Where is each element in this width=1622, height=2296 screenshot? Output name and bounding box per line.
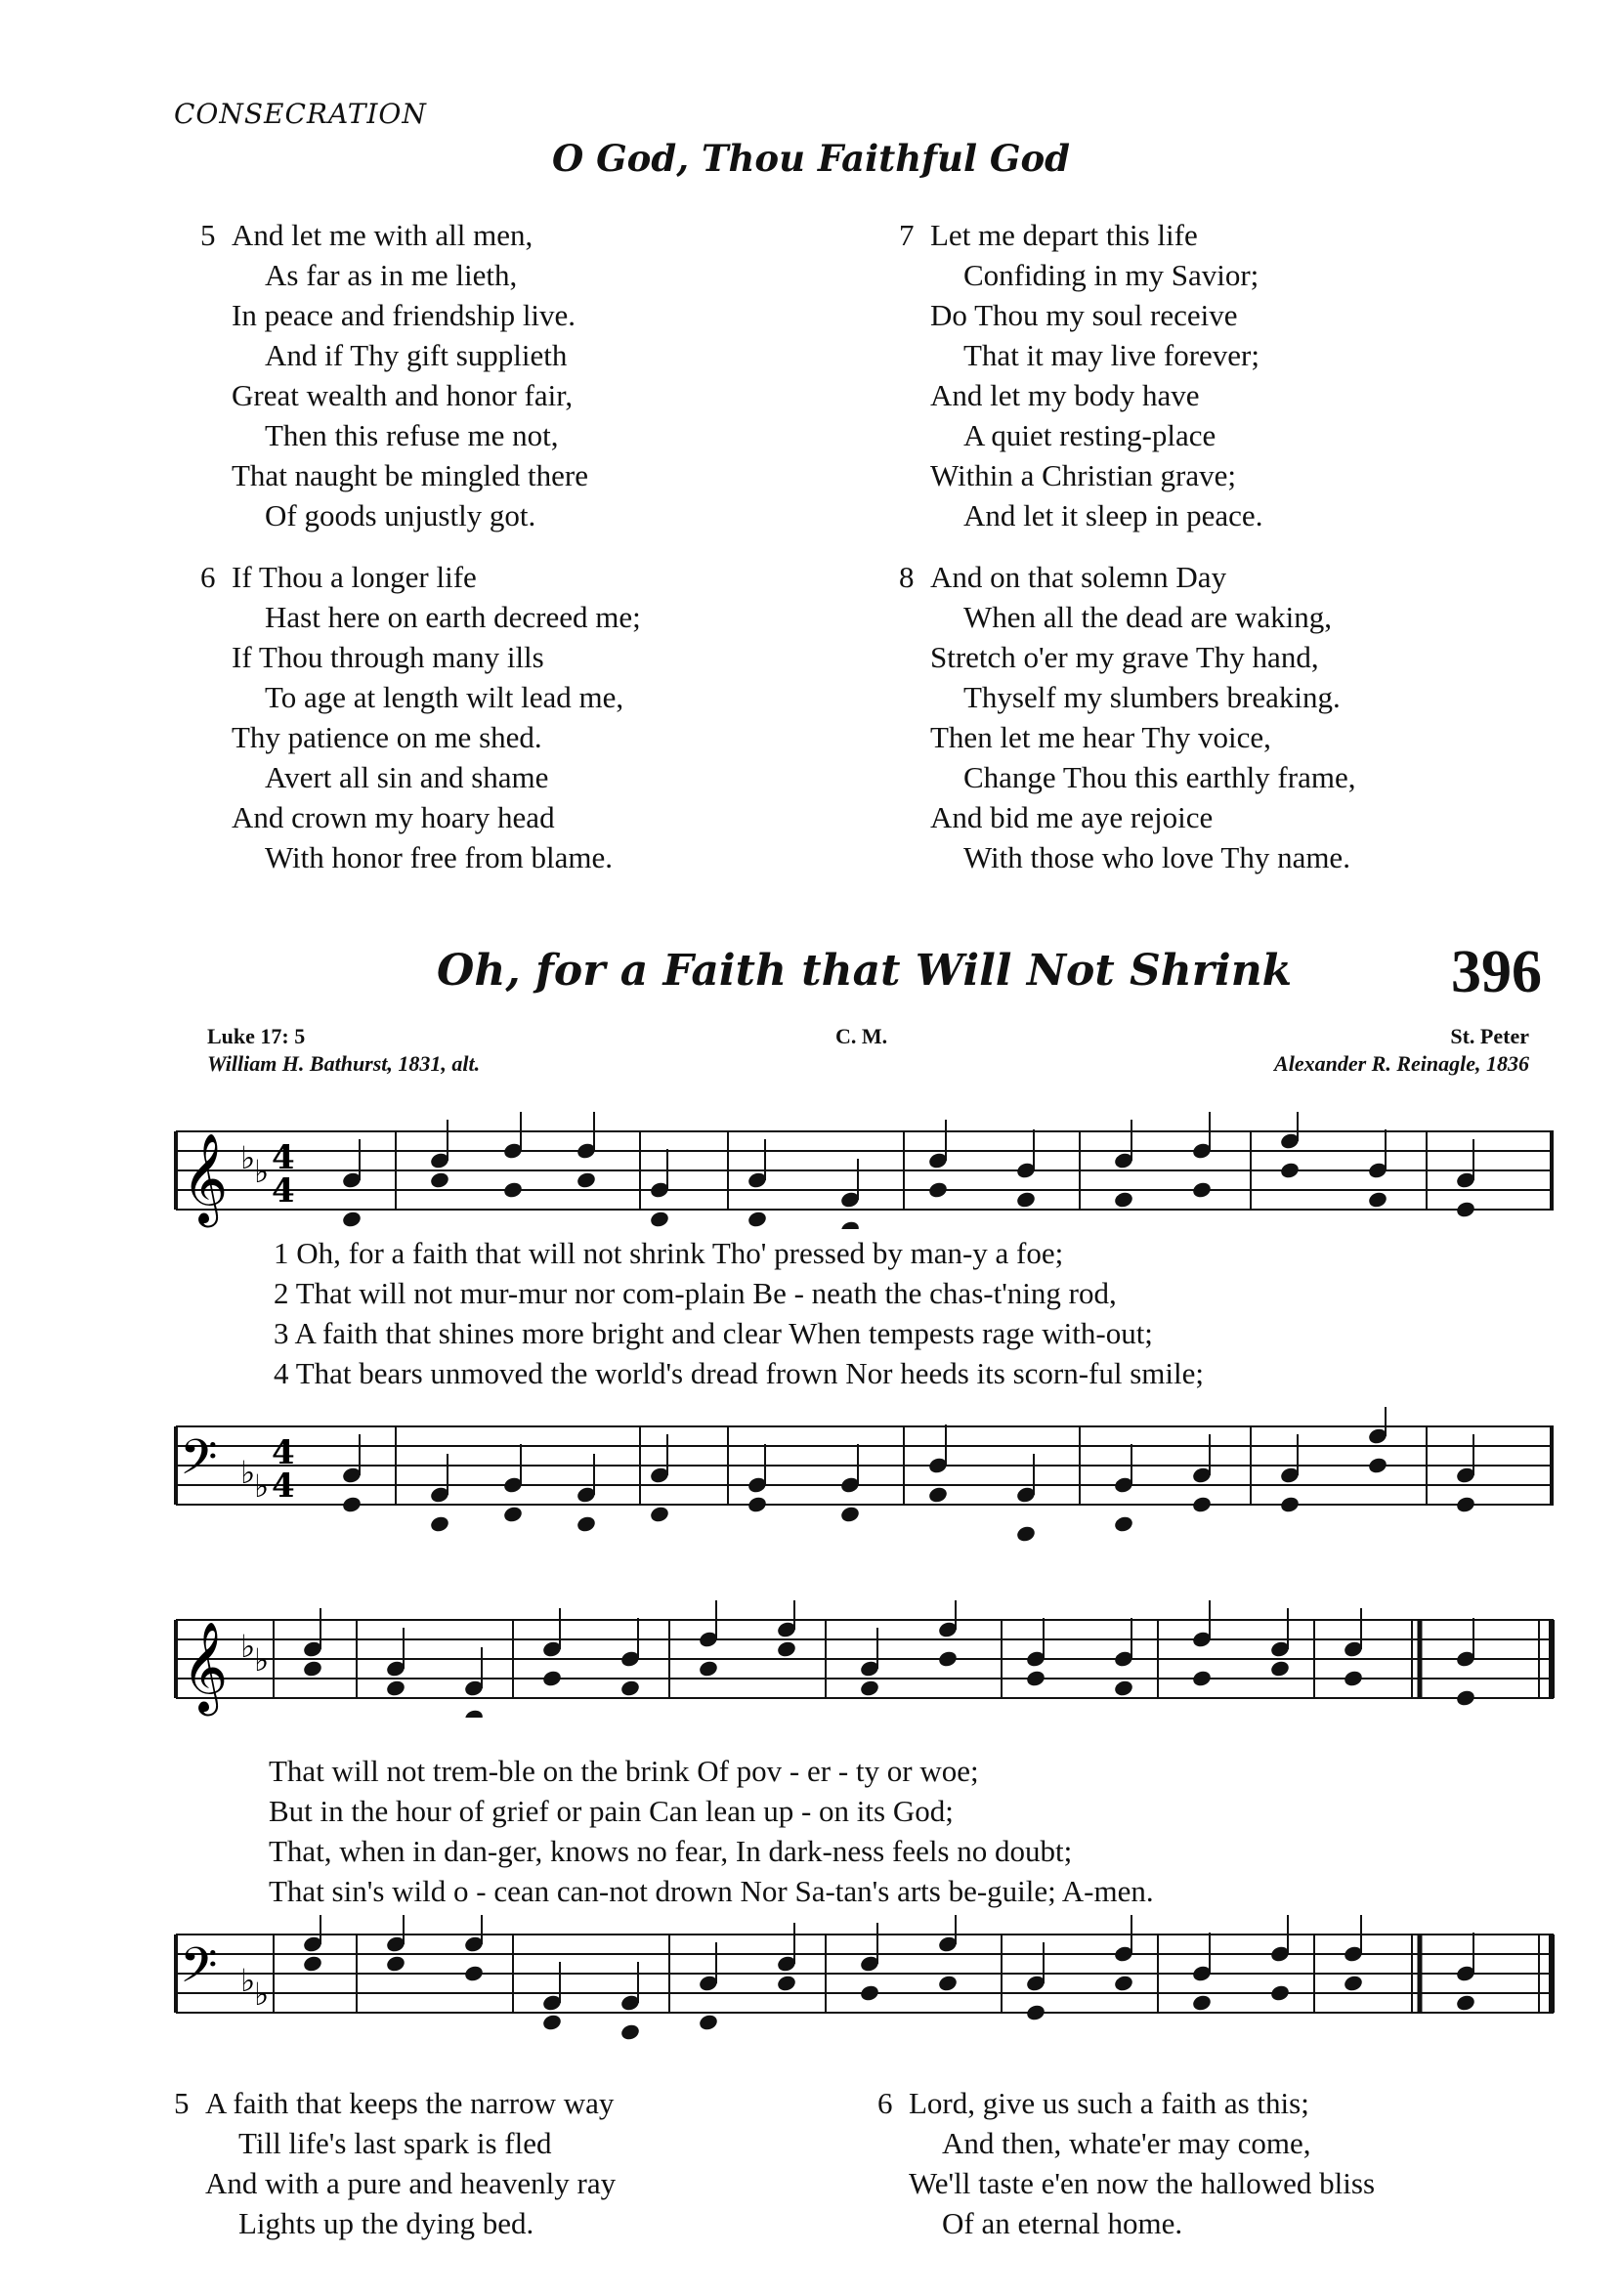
lyric-line: 4 That bears unmoved the world's dread frown Nor heeds its scorn-ful smile;	[274, 1356, 1205, 1390]
svg-text:4: 4	[272, 1138, 295, 1177]
verse-line: If Thou a longer life	[232, 560, 477, 594]
notehead	[1113, 1679, 1134, 1697]
verse-line: And then, whate'er may come,	[942, 2126, 1311, 2160]
notehead	[1113, 1514, 1134, 1533]
notehead	[1269, 1983, 1291, 2002]
stanza-number: 7	[899, 218, 915, 252]
notehead	[649, 1505, 670, 1523]
verse-line: Hast here on earth decreed me;	[265, 600, 641, 634]
bass-staff-1	[166, 1407, 1563, 1553]
stanza-5	[200, 215, 588, 535]
stanza-7	[899, 215, 1262, 535]
notehead	[1455, 1495, 1476, 1513]
notehead	[1343, 1974, 1364, 1992]
lyrics-system-1	[274, 1233, 1204, 1393]
verse-line: That it may live forever;	[963, 338, 1259, 372]
verse-line: A quiet resting-place	[963, 418, 1216, 452]
notehead	[341, 1210, 363, 1228]
stanza-number: 5	[174, 2086, 190, 2120]
notehead	[1191, 1495, 1213, 1513]
verse-line: And let me with all men,	[232, 218, 534, 252]
meter-label: C. M.	[835, 1024, 888, 1048]
verse-line: Lord, give us such a faith as this;	[909, 2086, 1309, 2120]
notehead	[1367, 1190, 1388, 1209]
verse-line: Within a Christian grave;	[930, 458, 1236, 492]
notehead	[619, 2022, 641, 2041]
stanza-5-bottom	[174, 2083, 616, 2243]
lyric-line: 3 A faith that shines more bright and clear When tempests rage with-out;	[274, 1316, 1153, 1350]
verse-line: And if Thy gift supplieth	[265, 338, 568, 372]
notehead	[839, 1219, 861, 1229]
verse-line: And crown my hoary head	[232, 800, 555, 834]
notehead	[502, 1505, 524, 1523]
notehead	[576, 1514, 597, 1533]
svg-text:♭: ♭	[240, 1454, 256, 1491]
lyric-line: That sin's wild o - cean can-not drown Nor Sa-tan's arts be-guile; A-men.	[269, 1874, 1154, 1908]
lyric-line: But in the hour of grief or pain Can lean up - on its God;	[269, 1794, 954, 1828]
verse-line: With those who love Thy name.	[963, 840, 1350, 874]
notehead	[927, 1180, 949, 1199]
notehead	[859, 1679, 880, 1697]
verse-line: If Thou through many ills	[232, 640, 544, 674]
notehead	[1279, 1495, 1301, 1513]
verse-line: Of goods unjustly got.	[265, 498, 536, 532]
verse-line: Lights up the dying bed.	[238, 2206, 534, 2240]
notehead	[1025, 2003, 1046, 2021]
notehead	[747, 1210, 768, 1228]
notehead	[1455, 1200, 1476, 1218]
verse-line: Let me depart this life	[930, 218, 1198, 252]
hymn-title: Oh, for a Faith that Will Not Shrink	[437, 946, 1293, 996]
notehead	[619, 1679, 641, 1697]
notehead	[341, 1495, 363, 1513]
verse-line: Change Thou this earthly frame,	[963, 760, 1356, 794]
notehead	[429, 1170, 450, 1189]
verse-line: Stretch o'er my grave Thy hand,	[930, 640, 1319, 674]
notehead	[1015, 1524, 1037, 1543]
notehead	[1113, 1974, 1134, 1992]
notehead	[937, 1974, 959, 1992]
verse-line: Do Thou my soul receive	[930, 298, 1238, 332]
lyrics-system-2	[269, 1751, 1154, 1911]
notehead	[1191, 1180, 1213, 1199]
svg-text:4: 4	[272, 1433, 295, 1472]
verse-line: In peace and friendship live.	[232, 298, 576, 332]
notehead	[463, 1708, 485, 1718]
hymn-number: 396	[1451, 939, 1542, 1005]
treble-staff-1	[166, 1112, 1563, 1229]
treble-staff-2	[166, 1600, 1563, 1718]
lyric-line: 1 Oh, for a faith that will not shrink Tho' pressed by man-y a foe;	[274, 1236, 1064, 1270]
verse-line: Great wealth and honor fair,	[232, 378, 574, 412]
notehead	[1191, 1993, 1213, 2012]
bass-staff-2	[166, 1915, 1563, 2062]
notehead	[859, 1983, 880, 2002]
stanza-number: 6	[200, 560, 216, 594]
svg-text:♭: ♭	[240, 1962, 256, 1999]
svg-text:4: 4	[272, 1171, 295, 1211]
notehead	[927, 1485, 949, 1504]
notehead	[1191, 1669, 1213, 1687]
notehead	[1455, 1993, 1476, 2012]
verse-line: Of an eternal home.	[942, 2206, 1183, 2240]
notehead	[502, 1180, 524, 1199]
lyric-line: That, when in dan-ger, knows no fear, In dark-ness feels no doubt;	[269, 1834, 1073, 1868]
verse-line: That naught be mingled there	[232, 458, 588, 492]
notehead	[937, 1649, 959, 1668]
stanza-number: 6	[877, 2086, 893, 2120]
author-credit: William H. Bathurst, 1831, alt.	[207, 1051, 481, 1076]
verse-line: Then this refuse me not,	[265, 418, 559, 452]
verse-line: And bid me aye rejoice	[930, 800, 1214, 834]
stanza-6	[200, 557, 641, 877]
verse-line: When all the dead are waking,	[963, 600, 1332, 634]
verse-line: Thyself my slumbers breaking.	[963, 680, 1341, 714]
verse-line: And let my body have	[930, 378, 1200, 412]
notehead	[776, 1639, 797, 1658]
stanza-8	[899, 557, 1355, 877]
verse-line: To age at length wilt lead me,	[265, 680, 624, 714]
notehead	[302, 1954, 323, 1973]
verse-line: A faith that keeps the narrow way	[205, 2086, 615, 2120]
verse-line: Then let me hear Thy voice,	[930, 720, 1271, 754]
verse-line: Confiding in my Savior;	[963, 258, 1259, 292]
scripture-reference: Luke 17: 5	[207, 1024, 306, 1048]
notehead	[1113, 1190, 1134, 1209]
svg-text:𝄞: 𝄞	[182, 1132, 229, 1223]
stanza-number: 8	[899, 560, 915, 594]
notehead	[776, 1974, 797, 1992]
stanza-6-bottom	[877, 2083, 1375, 2243]
svg-text:♭: ♭	[254, 1153, 270, 1190]
svg-text:4: 4	[272, 1467, 295, 1506]
svg-text:♭: ♭	[254, 1641, 270, 1679]
notehead	[1455, 1688, 1476, 1707]
notehead	[541, 2013, 563, 2031]
svg-text:♭: ♭	[240, 1139, 256, 1176]
svg-text:𝄢: 𝄢	[180, 1429, 218, 1498]
verse-line: We'll taste e'en now the hallowed bliss	[909, 2166, 1376, 2200]
notehead	[1269, 1659, 1291, 1678]
lyric-line: That will not trem-ble on the brink Of pov - er - ty or woe;	[269, 1754, 979, 1788]
tune-name: St. Peter	[1450, 1024, 1529, 1048]
notehead	[541, 1669, 563, 1687]
notehead	[698, 1659, 719, 1678]
notehead	[747, 1495, 768, 1513]
notehead	[1015, 1190, 1037, 1209]
notehead	[1343, 1669, 1364, 1687]
notehead	[1025, 1669, 1046, 1687]
notehead	[302, 1659, 323, 1678]
svg-text:𝄞: 𝄞	[182, 1621, 229, 1712]
lyric-line: 2 That will not mur-mur nor com-plain Be - neath the chas-t'ning rod,	[274, 1276, 1117, 1310]
svg-text:♭: ♭	[254, 1976, 270, 2013]
svg-text:♭: ♭	[240, 1628, 256, 1665]
notehead	[463, 1964, 485, 1982]
verse-line: With honor free from blame.	[265, 840, 613, 874]
notehead	[649, 1210, 670, 1228]
notehead	[385, 1954, 406, 1973]
top-hymn-title: O God, Thou Faithful God	[551, 137, 1071, 180]
notehead	[429, 1514, 450, 1533]
composer-credit: Alexander R. Reinagle, 1836	[1274, 1051, 1529, 1076]
svg-text:♭: ♭	[254, 1467, 270, 1505]
notehead	[1279, 1161, 1301, 1179]
verse-line: And on that solemn Day	[930, 560, 1227, 594]
section-label: CONSECRATION	[174, 98, 427, 130]
verse-line: Thy patience on me shed.	[232, 720, 542, 754]
stanza-number: 5	[200, 218, 216, 252]
verse-line: And let it sleep in peace.	[963, 498, 1263, 532]
notehead	[576, 1170, 597, 1189]
verse-line: And with a pure and heavenly ray	[205, 2166, 617, 2200]
notehead	[1367, 1456, 1388, 1474]
svg-text:𝄢: 𝄢	[180, 1937, 218, 2006]
notehead	[385, 1679, 406, 1697]
verse-line: As far as in me lieth,	[265, 258, 518, 292]
notehead	[698, 2013, 719, 2031]
notehead	[839, 1505, 861, 1523]
verse-line: Avert all sin and shame	[265, 760, 549, 794]
verse-line: Till life's last spark is fled	[238, 2126, 552, 2160]
